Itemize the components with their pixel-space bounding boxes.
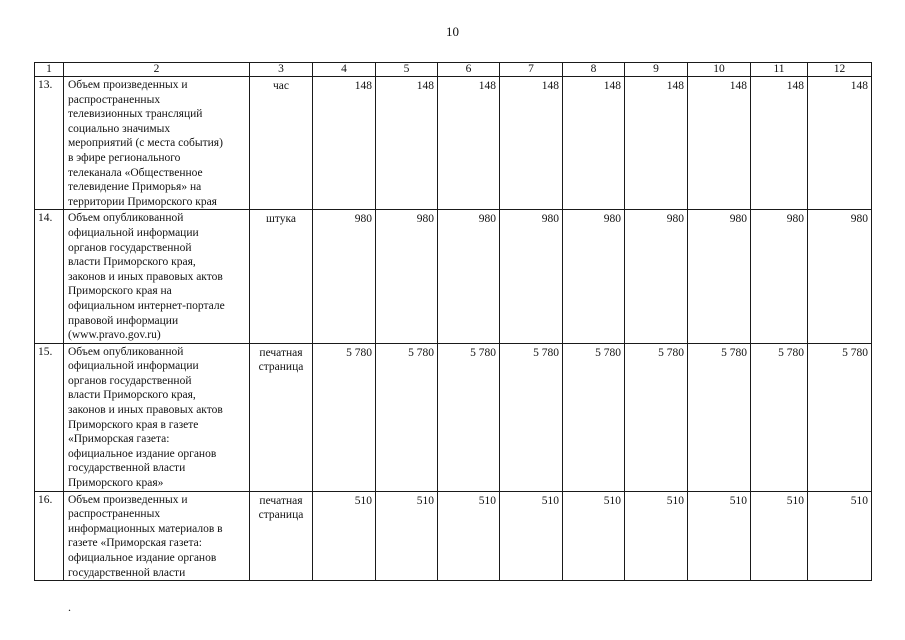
unit-line: штука (266, 213, 296, 226)
indicator-name-line: «Приморская газета: (68, 433, 170, 446)
value-cell: 5 780 (563, 343, 625, 491)
value-cell: 510 (563, 491, 625, 581)
value-cell: 980 (808, 210, 872, 343)
indicator-name (64, 210, 250, 343)
value-cell: 510 (625, 491, 688, 581)
value-cell: 148 (751, 77, 808, 210)
unit-of-measure (250, 77, 313, 210)
unit-line: печатная (259, 346, 303, 359)
value-cell: 980 (751, 210, 808, 343)
value-cell: 5 780 (500, 343, 563, 491)
indicator-name-line: территории Приморского края (68, 195, 217, 208)
column-header: 11 (751, 63, 808, 77)
column-header: 4 (313, 63, 376, 77)
indicator-name-line: телевизионных трансляций (68, 108, 203, 121)
value-cell: 980 (688, 210, 751, 343)
value-cell: 980 (438, 210, 500, 343)
value-cell: 148 (808, 77, 872, 210)
column-header: 5 (376, 63, 438, 77)
value-cell: 510 (808, 491, 872, 581)
indicator-name-line: распространенных (68, 93, 161, 106)
indicator-name-line: официальной информации (68, 360, 199, 373)
page-number: 10 (446, 24, 459, 39)
footer-mark: . (68, 600, 71, 614)
row-index: 13. (35, 77, 64, 210)
value-cell: 5 780 (808, 343, 872, 491)
table-body (35, 77, 872, 581)
column-header: 2 (64, 63, 250, 77)
value-cell: 148 (313, 77, 376, 210)
indicator-name (64, 491, 250, 581)
indicator-name-line: правовой информации (68, 314, 179, 327)
value-cell: 510 (500, 491, 563, 581)
value-cell: 148 (688, 77, 751, 210)
indicator-name-line: мероприятий (с места события) (68, 137, 223, 150)
indicator-name-line: официальном интернет-портале (68, 299, 225, 312)
unit-line: страница (258, 361, 304, 374)
indicator-name-line: информационных материалов в (68, 522, 223, 535)
column-header: 10 (688, 63, 751, 77)
indicator-name-line: распространенных (68, 508, 161, 521)
column-header: 6 (438, 63, 500, 77)
row-index: 16. (35, 491, 64, 581)
indicator-name-line: официальное издание органов (68, 552, 217, 564)
unit-of-measure (250, 343, 313, 491)
value-cell: 510 (751, 491, 808, 581)
value-cell: 980 (500, 210, 563, 343)
data-table (34, 62, 872, 581)
value-cell: 5 780 (438, 343, 500, 491)
value-cell: 5 780 (751, 343, 808, 491)
row-index: 14. (35, 210, 64, 343)
indicator-name-line: законов и иных правовых актов (68, 270, 223, 283)
unit-line: печатная (259, 494, 303, 507)
indicator-name-line: (www.pravo.gov.ru) (68, 329, 161, 342)
indicator-name (64, 77, 250, 210)
indicator-name-line: газете «Приморская газета: (68, 537, 202, 550)
value-cell: 148 (625, 77, 688, 210)
value-cell: 5 780 (688, 343, 751, 491)
unit-of-measure (250, 210, 313, 343)
indicator-name-line: телеканала «Общественное (68, 166, 203, 179)
row-index: 15. (35, 343, 64, 491)
unit-line: час (273, 80, 289, 92)
unit-line: страница (258, 509, 304, 522)
indicator-name-line: Объем опубликованной (68, 345, 184, 358)
column-header: 7 (500, 63, 563, 77)
indicator-name-line: официальной информации (68, 226, 199, 239)
column-header: 1 (35, 63, 64, 77)
indicator-name-line: Объем опубликованной (68, 212, 184, 225)
indicator-name-line: законов и иных правовых актов (68, 404, 223, 417)
table-row (35, 343, 872, 491)
value-cell: 148 (563, 77, 625, 210)
column-header: 3 (250, 63, 313, 77)
indicator-name-line: государственной власти (68, 566, 186, 579)
indicator-name-line: официальное издание органов (68, 447, 217, 460)
header-row (35, 63, 872, 77)
value-cell: 148 (438, 77, 500, 210)
value-cell: 5 780 (313, 343, 376, 491)
indicator-name-line: Объем произведенных и (68, 79, 188, 91)
indicator-name-line: власти Приморского края, (68, 256, 196, 269)
value-cell: 980 (313, 210, 376, 343)
table-row (35, 210, 872, 343)
value-cell: 510 (376, 491, 438, 581)
value-cell: 5 780 (625, 343, 688, 491)
indicator-name-line: социально значимых (68, 122, 171, 135)
indicator-name (64, 343, 250, 491)
indicator-name-line: в эфире регионального (68, 151, 181, 164)
value-cell: 980 (563, 210, 625, 343)
indicator-name-line: государственной власти (68, 462, 186, 475)
value-cell: 510 (313, 491, 376, 581)
indicator-name-line: Приморского края в газете (68, 418, 199, 431)
table-row (35, 491, 872, 581)
column-header: 9 (625, 63, 688, 77)
indicator-name-line: органов государственной (68, 374, 192, 387)
indicator-name-line: телевидение Приморья» на (68, 181, 202, 194)
indicator-name-line: Приморского края» (68, 477, 164, 490)
value-cell: 980 (625, 210, 688, 343)
table-row (35, 77, 872, 210)
column-header: 8 (563, 63, 625, 77)
column-header: 12 (808, 63, 872, 77)
value-cell: 510 (688, 491, 751, 581)
indicator-name-line: органов государственной (68, 241, 192, 254)
value-cell: 148 (376, 77, 438, 210)
value-cell: 148 (500, 77, 563, 210)
value-cell: 5 780 (376, 343, 438, 491)
unit-of-measure (250, 491, 313, 581)
value-cell: 980 (376, 210, 438, 343)
value-cell: 510 (438, 491, 500, 581)
indicator-name-line: Объем произведенных и (68, 493, 188, 506)
indicator-name-line: Приморского края на (68, 285, 172, 298)
indicator-name-line: власти Приморского края, (68, 389, 196, 402)
